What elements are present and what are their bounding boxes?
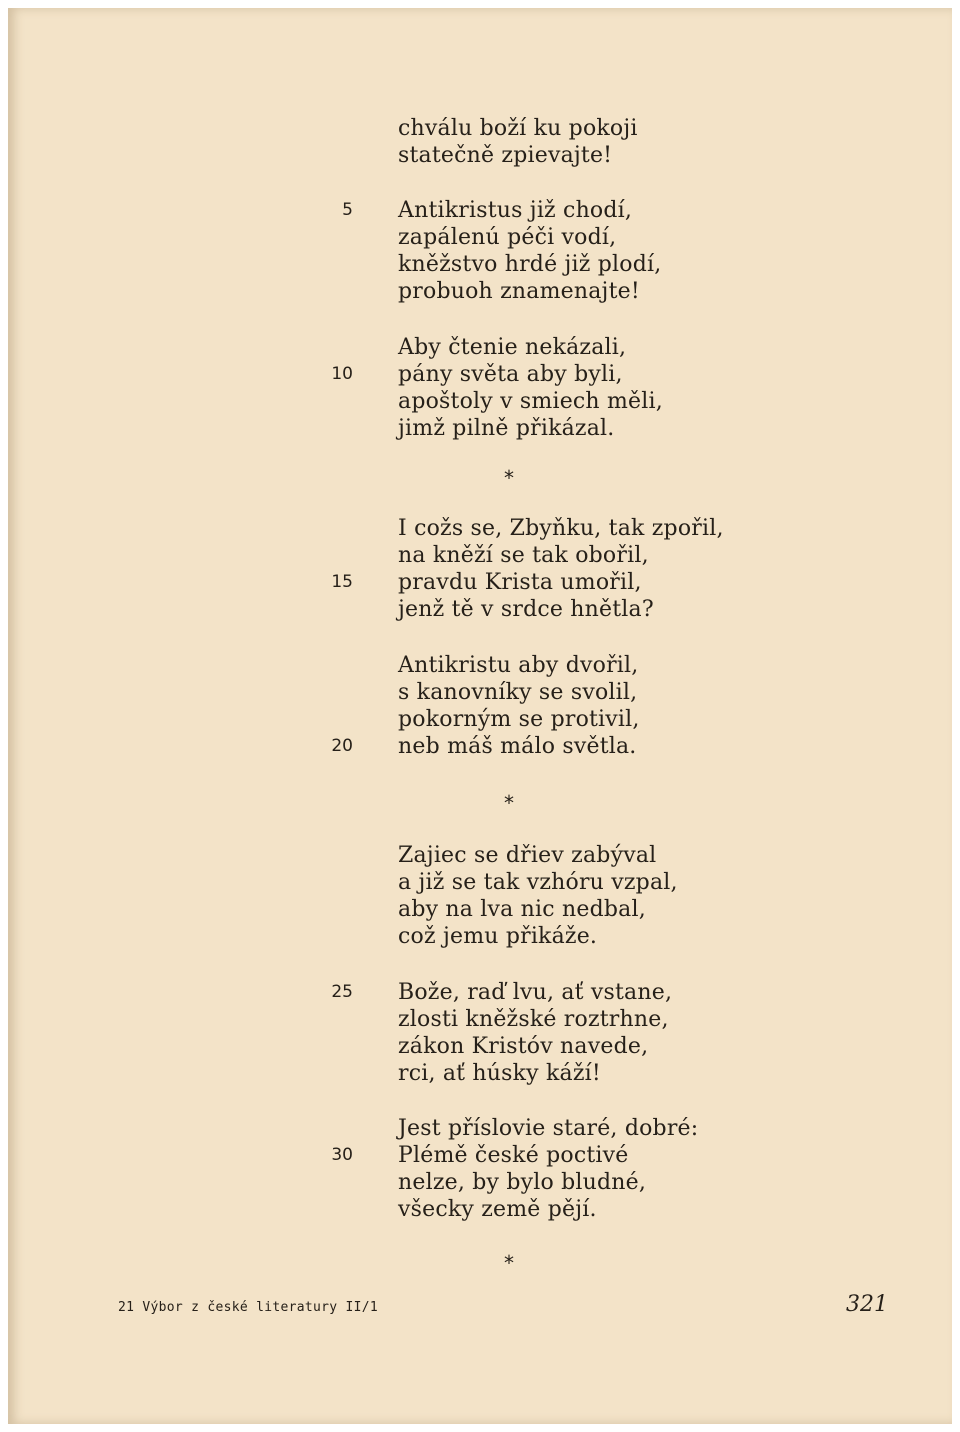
poem-line: na kněží se tak obořil,: [398, 543, 649, 568]
poem-line: probuoh znamenajte!: [398, 279, 640, 304]
poem-line: nelze, by bylo bludné,: [398, 1170, 647, 1195]
line-number: 30: [331, 1145, 353, 1165]
poem-line: pokorným se protivil,: [398, 707, 640, 732]
line-number: 15: [331, 572, 353, 592]
line-number: 5: [342, 200, 353, 220]
poem-line: jenž tě v srdce hnětla?: [398, 597, 654, 622]
poem-line: pány světa aby byli,: [398, 362, 623, 387]
poem-line: rci, ať húsky káží!: [398, 1061, 601, 1086]
page-number: 321: [846, 1292, 888, 1317]
poem-line: zákon Kristóv navede,: [398, 1034, 649, 1059]
poem-line: chválu boží ku pokoji: [398, 116, 638, 141]
poem-line: což jemu přikáže.: [398, 924, 598, 949]
poem-line: jimž pilně přikázal.: [398, 416, 615, 441]
poem-line: Aby čtenie nekázali,: [398, 335, 627, 360]
poem-line: kněžstvo hrdé již plodí,: [398, 252, 662, 277]
poem-line: Zajiec se dřiev zabýval: [398, 843, 657, 868]
line-number: 25: [331, 982, 353, 1002]
poem-line: Bože, raď lvu, ať vstane,: [398, 980, 673, 1005]
section-separator: *: [504, 791, 514, 815]
poem-line: I cožs se, Zbyňku, tak zpořil,: [398, 516, 724, 541]
poem-line: Antikristus již chodí,: [398, 198, 633, 223]
poem-line: pravdu Krista umořil,: [398, 570, 642, 595]
poem-line: neb máš málo světla.: [398, 734, 637, 759]
book-page: [8, 8, 952, 1424]
poem-line: Jest příslovie staré, dobré:: [398, 1116, 699, 1141]
poem-line: Plémě české poctivé: [398, 1143, 629, 1168]
section-separator: *: [504, 466, 514, 490]
poem-line: zlosti kněžské roztrhne,: [398, 1007, 669, 1032]
poem-line: zapálenú péči vodí,: [398, 225, 617, 250]
poem-line: s kanovníky se svolil,: [398, 680, 638, 705]
poem-line: a již se tak vzhóru vzpal,: [398, 870, 678, 895]
poem-line: statečně zpievajte!: [398, 143, 613, 168]
poem-line: aby na lva nic nedbal,: [398, 897, 646, 922]
section-separator: *: [504, 1251, 514, 1275]
poem-line: apoštoly v smiech měli,: [398, 389, 663, 414]
poem-line: všecky země pějí.: [398, 1197, 597, 1222]
poem-line: Antikristu aby dvořil,: [398, 653, 639, 678]
line-number: 10: [331, 364, 353, 384]
printer-signature: 21 Výbor z české literatury II/1: [118, 1300, 379, 1315]
line-number: 20: [331, 736, 353, 756]
